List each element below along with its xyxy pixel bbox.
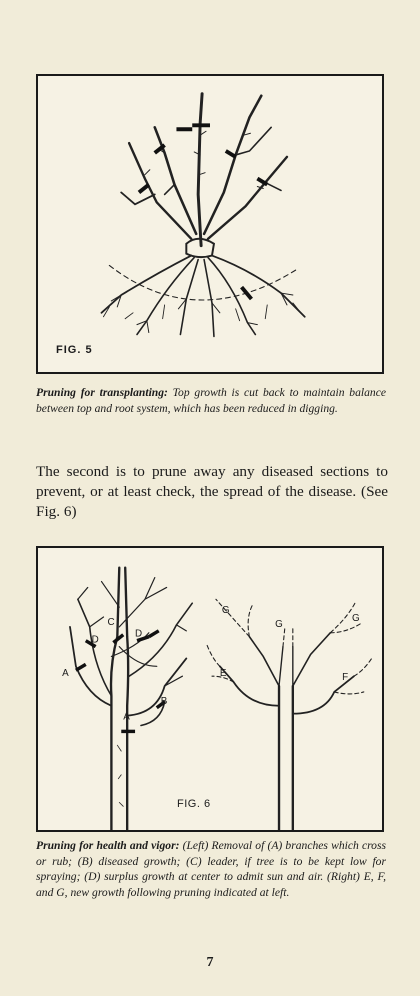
figure-6-caption — [36, 838, 386, 900]
letter-a-lower: A — [123, 711, 130, 723]
figure-5-caption — [36, 385, 386, 416]
figure-5-caption-text: Top growth is cut back to maintain balance between top and root system, which has been reduced in digging. — [36, 386, 386, 415]
letter-e: E — [219, 668, 227, 680]
figure-6 — [36, 546, 384, 832]
letter-d-right: D — [135, 628, 143, 640]
health-pruning-illustration — [38, 548, 382, 830]
transplant-pruning-illustration — [38, 76, 382, 372]
letter-c: C — [107, 616, 115, 628]
letter-g-left: G — [221, 605, 230, 617]
figure-5-label: FIG. 5 — [56, 344, 93, 356]
figure-6-label: FIG. 6 — [177, 798, 211, 810]
letter-d-left: D — [91, 634, 99, 646]
letter-g-right: G — [351, 612, 360, 624]
body-paragraph: The second is to prune away any diseased sections to prevent, or at least check, the spread of the disease. (See Fig. 6) — [36, 463, 388, 520]
letter-a-upper: A — [62, 668, 69, 680]
figure-5 — [36, 74, 384, 374]
letter-g-center: G — [275, 618, 283, 630]
letter-b: B — [160, 695, 168, 707]
page-number: 7 — [206, 955, 214, 970]
figure-6-caption-title: Pruning for health and vigor: — [36, 839, 180, 852]
letter-f: F — [342, 672, 349, 684]
figure-6-caption-text: (Left) Removal of (A) branches which cross or rub; (B) diseased growth; (C) leader, if tree is to be kept low for spraying; (D) surplus growth at center to admit sun and air. (Right) E, F, and G, new growth following pruning indicated at left. — [36, 839, 387, 899]
figure-5-caption-title: Pruning for transplanting: — [36, 386, 168, 399]
